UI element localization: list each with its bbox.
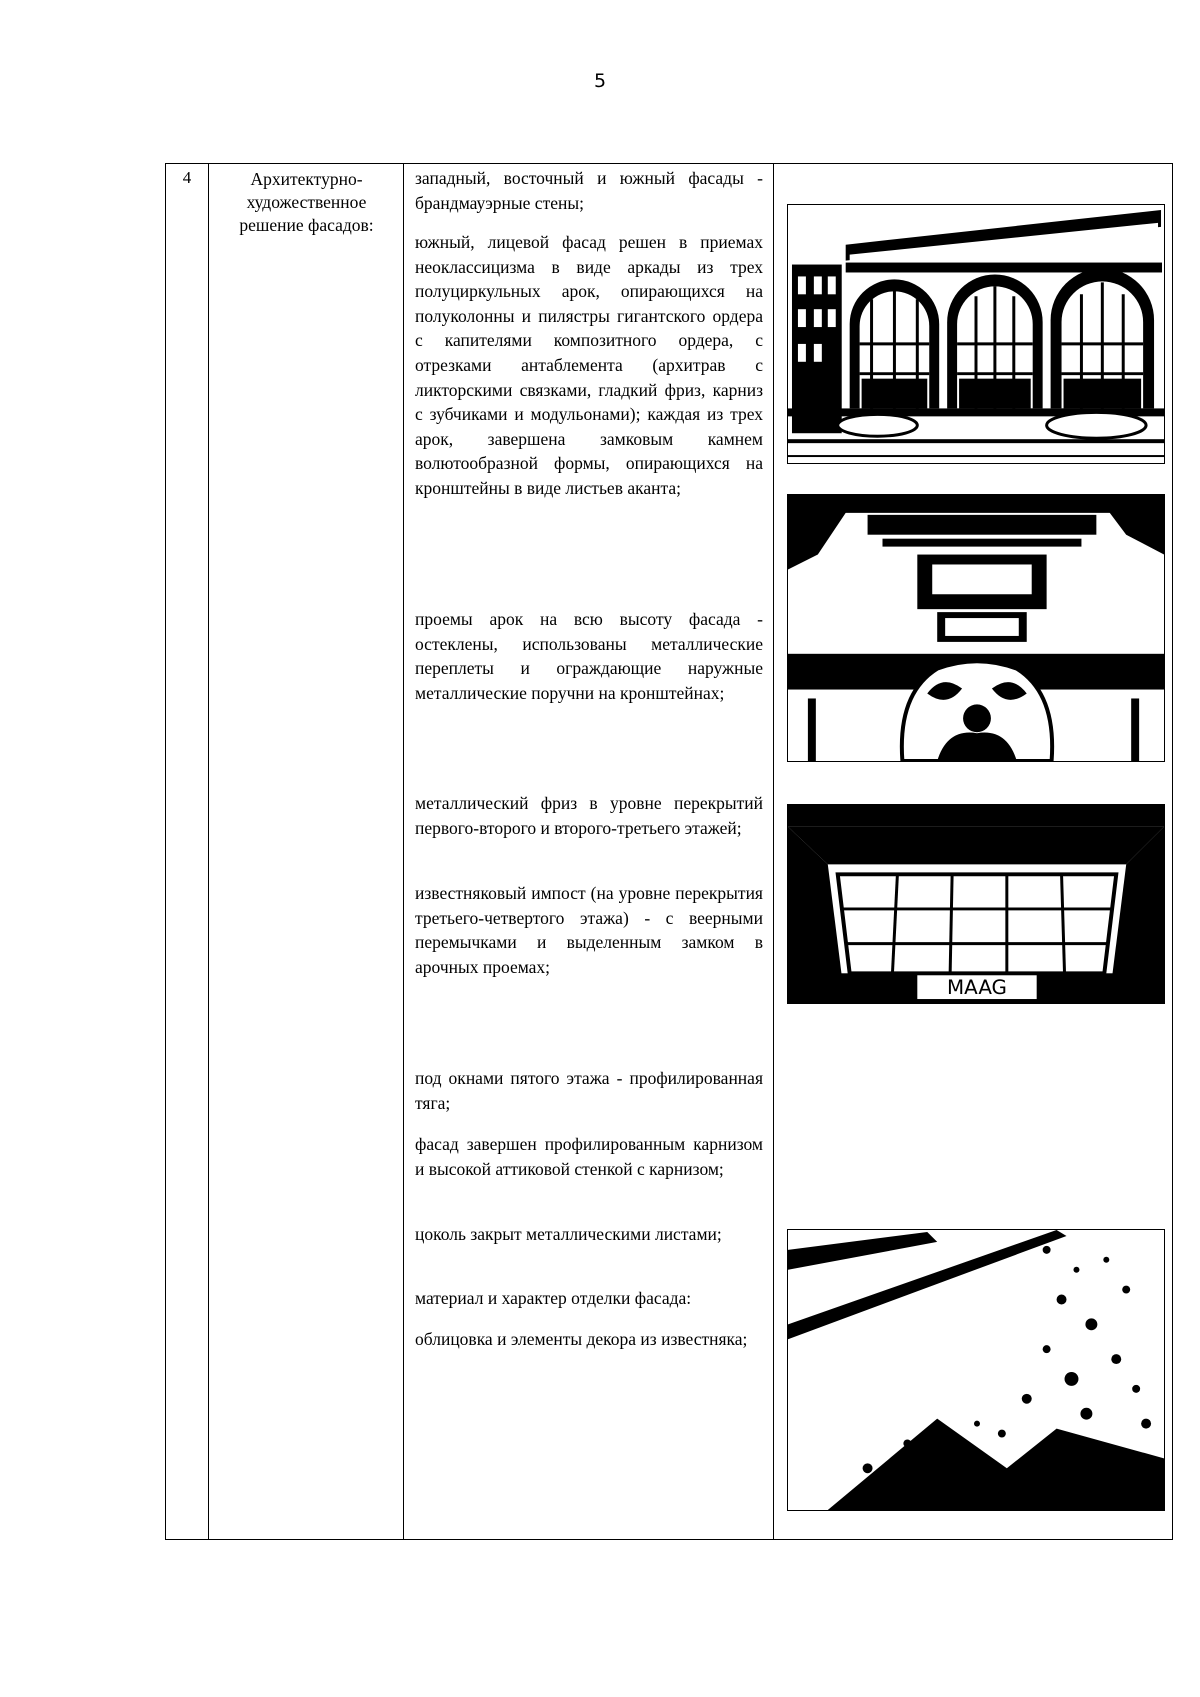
row-number: 4 <box>182 168 192 187</box>
description-paragraph: материал и характер отделки фасада: <box>415 1288 692 1308</box>
column-divider <box>208 164 209 1539</box>
arch-glazing-photo <box>787 804 1165 1004</box>
description-paragraph: южный, лицевой фасад решен в приемах неоклассицизма в виде аркады из трех полуциркульных арок, опирающихся на полуколонны и пилястры гигантского ордера с капителями композитного ордера, с отрезками антаблемента (архитрав с ликторскими связками, гладкий фриз, карниз с зубчиками и модульонами); каждая из трех арок, завершена замковым камнем волютообразной формы, опирающихся на кронштейны в виде листьев аканта; <box>415 232 763 498</box>
description-paragraph: под окнами пятого этажа - профилированная тяга; <box>415 1068 763 1113</box>
column-divider <box>773 164 774 1539</box>
row-title <box>210 168 403 237</box>
row-title-line: художественное <box>246 192 367 212</box>
capital-detail-photo <box>787 494 1165 762</box>
description-paragraph: облицовка и элементы декора из известняка; <box>415 1329 748 1349</box>
description-paragraph: металлический фриз в уровне перекрытий первого-второго и второго-третьего этажей; <box>415 793 763 838</box>
description-column <box>403 164 773 1539</box>
description-paragraph: цоколь закрыт металлическими листами; <box>415 1224 722 1244</box>
description-paragraph: проемы арок на всю высоту фасада - остеклены, использованы металлические переплеты и ограждающие наружные металлические поручни на кронштейнах; <box>415 609 763 703</box>
description-paragraph: западный, восточный и южный фасады - брандмауэрные стены; <box>415 168 763 213</box>
description-paragraph: известняковый импост (на уровне перекрытия третьего-четвертого этажа) - с веерными перемычками и выделенным замком в арочных проемах; <box>415 883 763 977</box>
row-title-line: решение фасадов: <box>239 215 374 235</box>
description-paragraph: фасад завершен профилированным карнизом и высокой аттиковой стенкой с карнизом; <box>415 1134 763 1179</box>
facade-table <box>165 163 1173 1540</box>
page-number: 5 <box>593 70 607 92</box>
facade-arcade-photo <box>787 204 1165 464</box>
photo-sign-text: MAAG <box>947 976 1007 1000</box>
row-title-line: Архитектурно- <box>250 169 363 189</box>
limestone-texture-photo <box>787 1229 1165 1511</box>
